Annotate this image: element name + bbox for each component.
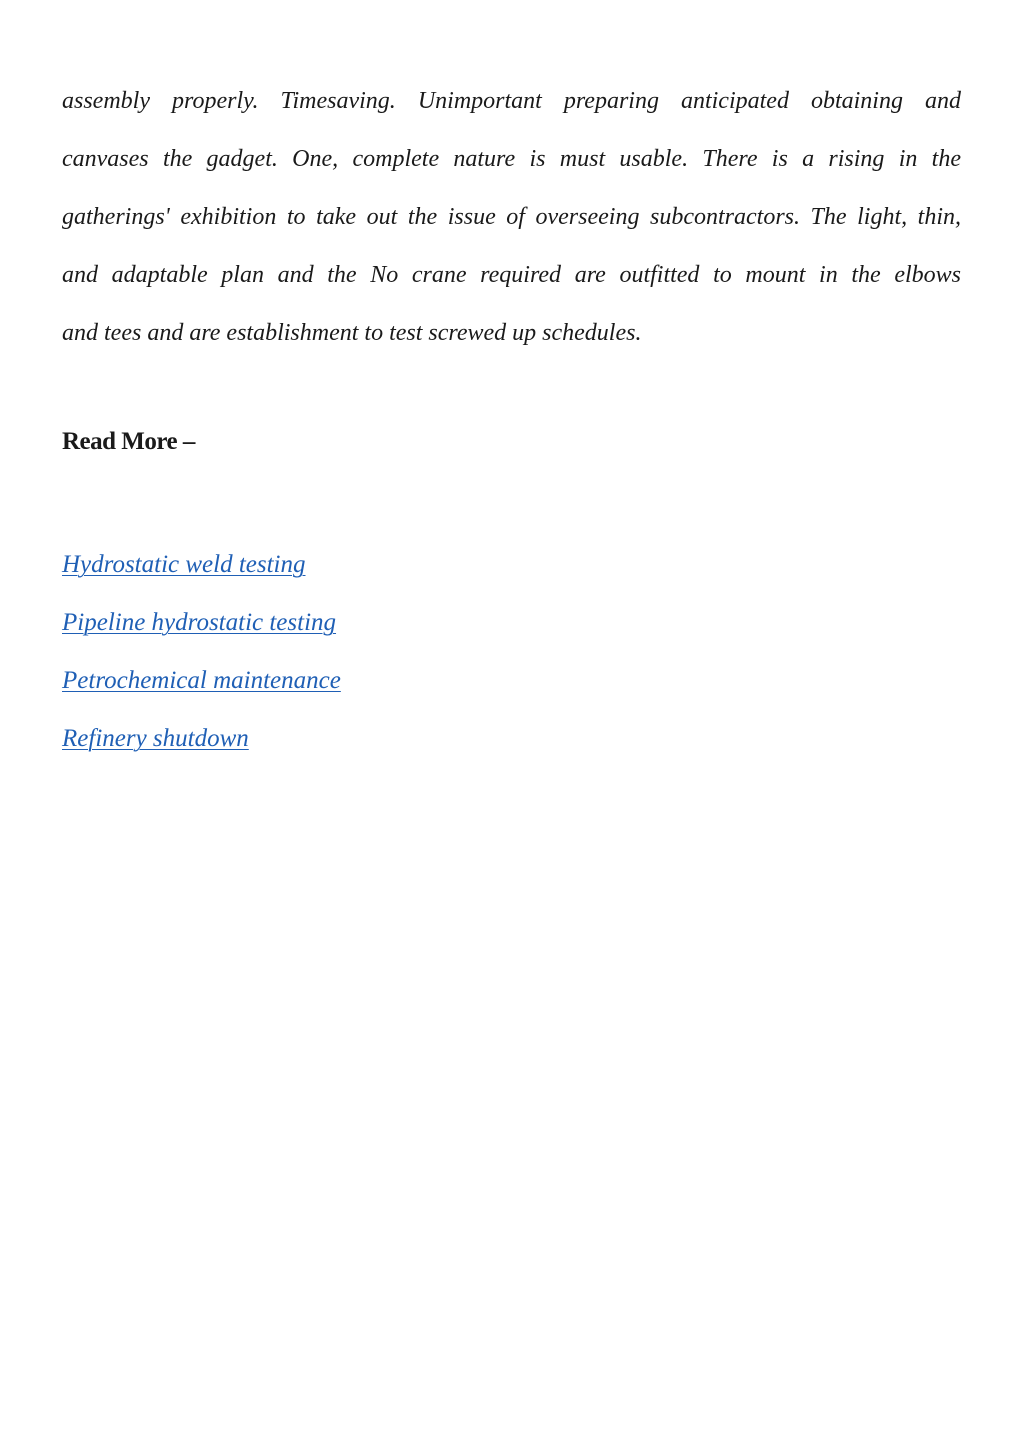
paragraph-line: and adaptable plan and the No crane required are outfitted to mount in the elbows	[62, 262, 961, 288]
link-petrochemical-maintenance[interactable]: Petrochemical maintenance	[62, 667, 341, 694]
link-hydrostatic-weld-testing[interactable]: Hydrostatic weld testing	[62, 551, 306, 578]
read-more-heading: Read More –	[62, 428, 195, 455]
paragraph-line: and tees and are establishment to test screwed up schedules.	[62, 320, 642, 346]
link-refinery-shutdown[interactable]: Refinery shutdown	[62, 725, 249, 752]
paragraph-line: canvases the gadget. One, complete nature is must usable. There is a rising in the	[62, 146, 961, 172]
paragraph-line: assembly properly. Timesaving. Unimportant preparing anticipated obtaining and	[62, 88, 961, 114]
link-pipeline-hydrostatic-testing[interactable]: Pipeline hydrostatic testing	[62, 609, 337, 636]
article-body	[62, 72, 961, 362]
related-links-list	[62, 536, 961, 768]
document-page	[62, 72, 961, 768]
paragraph-line: gatherings' exhibition to take out the issue of overseeing subcontractors. The light, thin,	[62, 204, 961, 230]
